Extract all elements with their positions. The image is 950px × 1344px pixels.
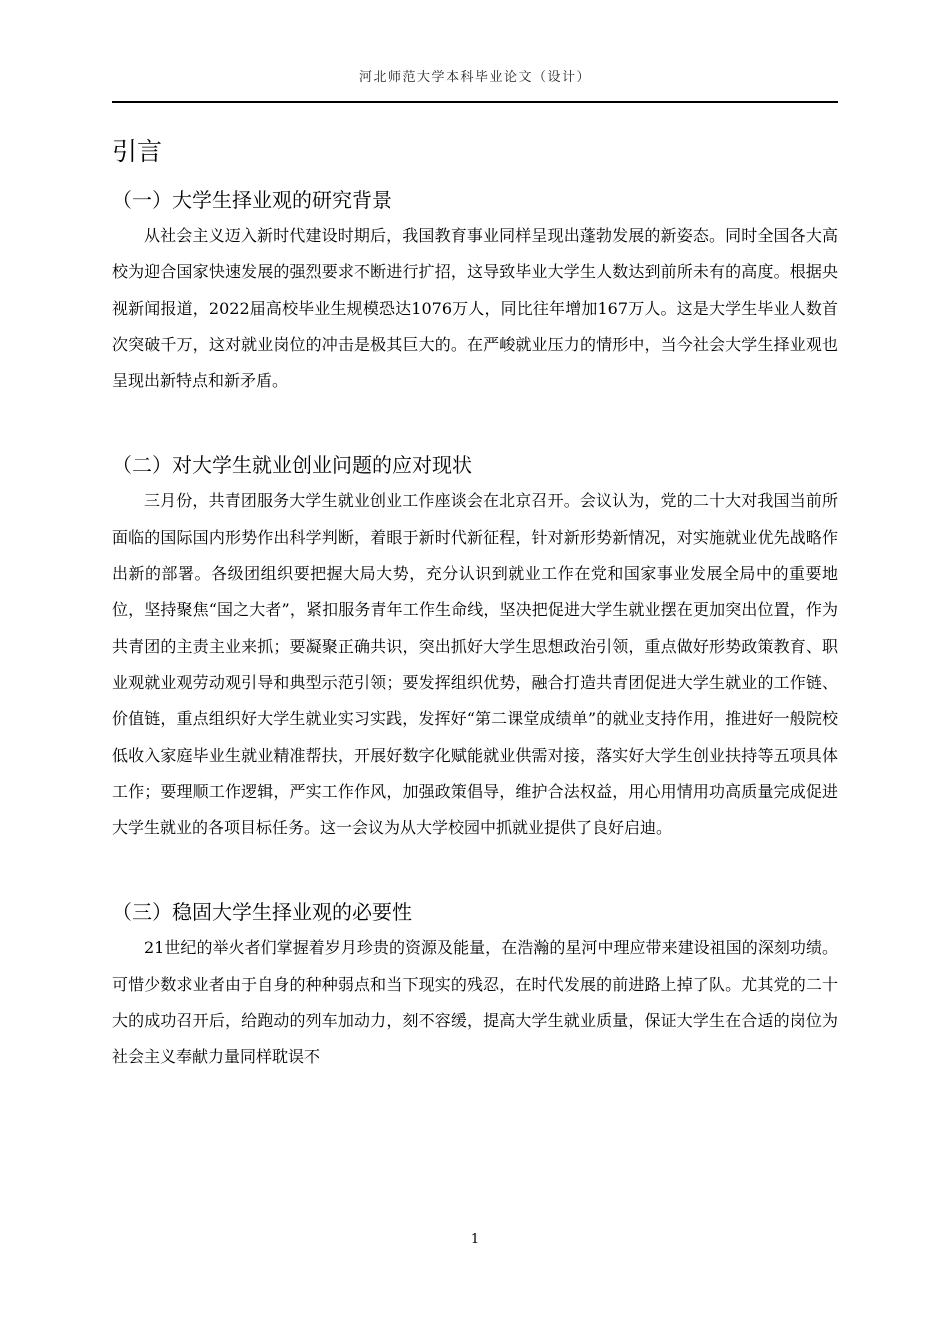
section-3-paragraph: 21世纪的举火者们掌握着岁月珍贵的资源及能量，在浩瀚的星河中理应带来建设祖国的深刻功绩。可惜少数求业者由于自身的种种弱点和当下现实的残忍，在时代发展的前进路上掉了队。尤其党的二十大的成功召开后，给跑动的列车加动力，刻不容缓，提高大学生就业质量，保证大学生在合适的岗位为社会主义奉献力量同样耽误不 [112,938,838,1067]
section-heading-1: （一）大学生择业观的研究背景 [112,188,392,212]
section-1-paragraph: 从社会主义迈入新时代建设时期后，我国教育事业同样呈现出蓬勃发展的新姿态。同时全国各大高校为迎合国家快速发展的强烈要求不断进行扩招，这导致毕业大学生人数达到前所未有的高度。根据央视新闻报道，2022届高校毕业生规模恐达1076万人，同比往年增加167万人。这是大学生毕业人数首次突破千万，这对就业岗位的冲击是极其巨大的。在严峻就业压力的情形中，当今社会大学生择业观也呈现出新特点和新矛盾。 [112,226,838,391]
page-number: 1 [470,1232,480,1247]
page-title: 引言 [112,137,163,166]
header-rule [112,101,838,103]
section-heading-3: （三）稳固大学生择业观的必要性 [112,900,412,925]
running-header: 河北师范大学本科毕业论文（设计） [358,70,591,85]
page-content [112,132,838,1076]
section-2-paragraph: 三月份，共青团服务大学生就业创业工作座谈会在北京召开。会议认为，党的二十大对我国当前所面临的国际国内形势作出科学判断，着眼于新时代新征程，针对新形势新情况，对实施就业优先战略作出新的部署。各级团组织要把握大局大势，充分认识到就业工作在党和国家事业发展全局中的重要地位，坚持聚焦“国之大者”，紧扣服务青年工作生命线，坚决把促进大学生就业摆在更加突出位置，作为共青团的主责主业来抓；要凝聚正确共识，突出抓好大学生思想政治引领，重点做好形势政策教育、职业观就业观劳动观引导和典型示范引领；要发挥组织优势，融合打造共青团促进大学生就业的工作链、价值链，重点组织好大学生就业实习实践，发挥好“第二课堂成绩单”的就业支持作用，推进好一般院校低收入家庭毕业生就业精准帮扶，开展好数字化赋能就业供需对接，落实好大学生创业扶持等五项具体工作；要理顺工作逻辑，严实工作作风，加强政策倡导，维护合法权益，用心用情用功高质量完成促进大学生就业的各项目标任务。这一会议为从大学校园中抓就业提供了良好启迪。 [112,491,838,838]
section-heading-2: （二）对大学生就业创业问题的应对现状 [112,453,472,478]
